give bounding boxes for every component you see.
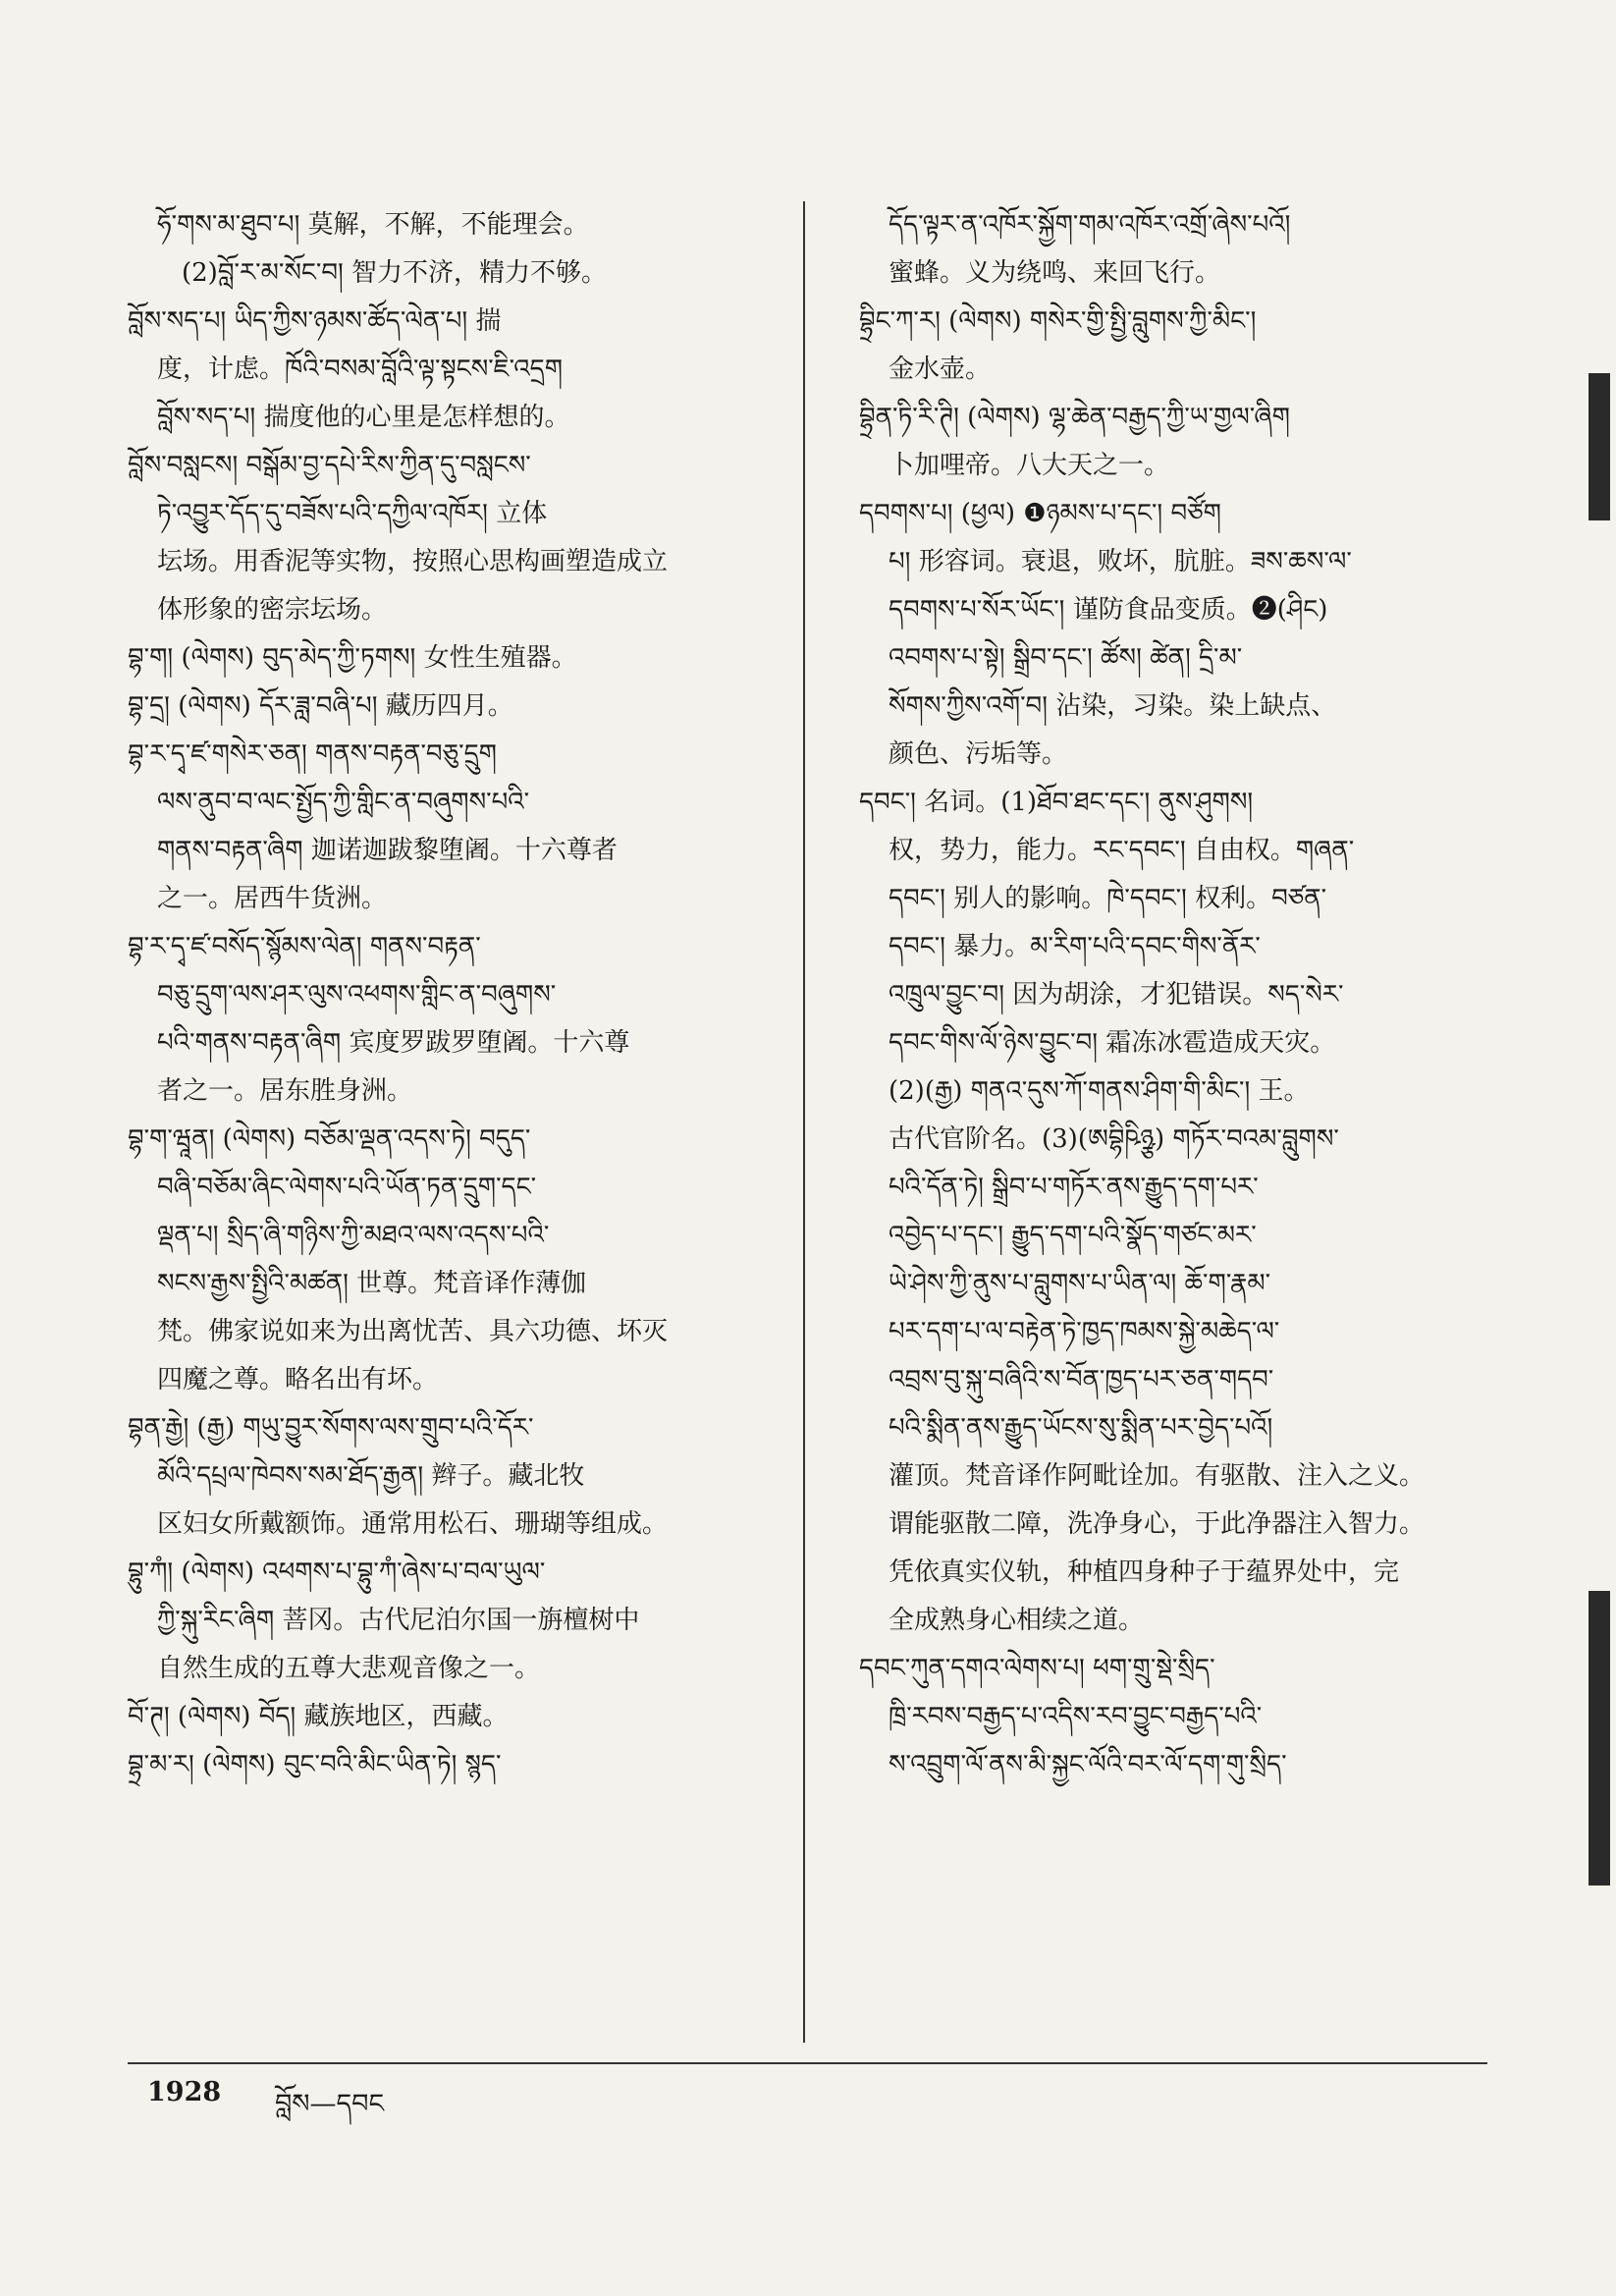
entry-line: བྷུ་ཀཾ། (ལེགས) འཕགས་པ་བྷུ་ཀཾ་ཞེས་པ་བལ་ཡུལ་ xyxy=(128,1558,546,1587)
entry xyxy=(128,1549,795,1693)
entry xyxy=(128,1741,795,1789)
entry-line: དབང་། 名词。(1)ཐོབ་ཐང་དང་། ནུས་ཤུགས། xyxy=(859,788,1254,817)
entry xyxy=(859,201,1546,298)
entry-line: 灌顶。梵音译作阿毗诠加。有驱散、注入之义。 xyxy=(889,1461,1426,1491)
entry-line: 区妇女所戴额饰。通常用松石、珊瑚等组成。 xyxy=(157,1509,669,1539)
entry-line: 坛场。用香泥等实物，按照心思构画塑造成立 xyxy=(157,547,669,576)
entry xyxy=(859,779,1546,1645)
entry-line: བྷ་དྲ། (ལེགས) དོར་ཟླ་བཞི་པ། 藏历四月。 xyxy=(128,691,513,721)
scan-edge-marks xyxy=(1577,0,1616,2296)
entry xyxy=(128,442,795,634)
entry xyxy=(128,731,795,923)
entry-line: 度，计虑。ཁོའི་བསམ་བློའི་ལྟ་སྟངས་ཇི་འདྲག xyxy=(157,355,564,384)
entry xyxy=(859,490,1546,779)
entry xyxy=(128,683,795,731)
entry-line: དབང་ཀུན་དགའ་ལེགས་པ། ཕག་གྲུ་སྡེ་སྲིད་ xyxy=(859,1654,1215,1683)
entry-line: 之一。居西牛货洲。 xyxy=(157,884,388,913)
entry-line: ཁྲི་རབས་བརྒྱད་པ་འདིས་རབ་བྱུང་བརྒྱད་པའི་ xyxy=(889,1702,1263,1731)
entry-line: བྷན་རྒྱེ། (རྒྱ) གཡུ་བྱུར་སོགས་ལས་གྲུབ་པའི་དོར་ xyxy=(128,1413,534,1443)
entry-line: འབགས་པ་སྟེ། སྒྲིབ་དང་། ཚོས། ཚེན། དྲི་མ་ xyxy=(889,643,1243,673)
entry-line: (2)བློ་ར་མ་སོང་བ། 智力不济，精力不够。 xyxy=(182,258,608,288)
entry-line: (2)(རྒྱ) གནའ་དུས་ཀོ་གནས་ཤིག་གི་མིང་། 王。 xyxy=(889,1076,1310,1106)
entry-line: 颜色、污垢等。 xyxy=(889,739,1068,769)
entry-line: པའི་དོན་ཏེ། སྒྲིབ་པ་གཏོར་ནས་རྒྱུད་དག་པར་ xyxy=(889,1173,1259,1202)
edge-mark xyxy=(1589,1591,1610,1886)
entry-line: བྷ་ར་དྭ་ཛ་གསེར་ཅན། གནས་བརྟན་བཅུ་དྲུག xyxy=(128,739,497,769)
entry-line: བཅུ་དྲུག་ལས་ཤར་ལུས་འཕགས་གླིང་ན་བཞུགས་ xyxy=(157,980,557,1010)
entry-line: བྷ་ག་ཝཱན། (ལེགས) བཅོམ་ལྡན་འདས་ཏེ། བདུད་ xyxy=(128,1124,531,1154)
entry xyxy=(859,394,1546,490)
entry-line: འབྲས་བུ་སྐུ་བཞིའི་ས་བོན་ཁྱད་པར་ཅན་གདབ་ xyxy=(889,1365,1274,1394)
entry-line: བློས་སད་པ། ཡིད་ཀྱིས་ཉམས་ཚོད་ལེན་པ། 揣 xyxy=(128,306,502,336)
entry-line: བྷ་ག། (ལེགས) བུད་མེད་ཀྱི་ཏགས། 女性生殖器。 xyxy=(128,643,577,673)
entry-line: བློས་བསླངས། བསྒོམ་བྱ་དཔེ་རིས་ཀྱིན་དུ་བསླངས་ xyxy=(128,451,531,480)
entry-line: སོགས་ཀྱིས་འགོ་བ། 沾染，习染。染上缺点、 xyxy=(889,691,1337,721)
entry-line: ལྡན་པ། སྲིད་ཞི་གཉིས་ཀྱི་མཐའ་ལས་འདས་པའི་ xyxy=(157,1221,550,1250)
page-number: 1928 xyxy=(147,2077,222,2107)
entry-line: ས་འབྲུག་ལོ་ནས་མི་སྐྱང་ལོའི་བར་ལོ་དག་གུ་སྲིད་ xyxy=(889,1750,1287,1779)
entry-line: ཡེ་ཤེས་ཀྱི་ནུས་པ་བླུགས་པ་ཡིན་ལ། ཆོ་ག་རྣམ་ xyxy=(889,1269,1271,1298)
entry-line: འབྱེད་པ་དང་། རྒྱུད་དག་པའི་སྣོད་གཙང་མར་ xyxy=(889,1221,1257,1250)
entry xyxy=(128,1693,795,1741)
entry-line: ལས་ནུབ་བ་ལང་སྤྱོད་ཀྱི་གླིང་ན་བཞུགས་པའི་ xyxy=(157,788,530,817)
entry-line: པ། 形容词。衰退，败坏，肮脏。ཟས་ཆས་ལ་ xyxy=(889,547,1352,576)
entry-line: 体形象的密宗坛场。 xyxy=(157,595,388,625)
entry-line: 凭依真实仪轨，种植四身种子于蕴界处中，完 xyxy=(889,1558,1400,1587)
entry-line: འཁྲུལ་བྱུང་བ། 因为胡涂，才犯错误。སད་སེར་ xyxy=(889,980,1344,1010)
entry-line: ཏེ་འབྱུར་དོད་དུ་བཟོས་པའི་དཀྱིལ་འཁོར། 立体 xyxy=(157,499,548,528)
entry xyxy=(128,923,795,1116)
entry-line: པར་དག་པ་ལ་བརྟེན་ཏེ་ཁྱད་ཁམས་སྐྱེ་མཆེད་ལ་ xyxy=(889,1317,1280,1346)
left-column xyxy=(128,201,795,1789)
entry-line: 者之一。居东胜身洲。 xyxy=(157,1076,413,1106)
footer-rule xyxy=(128,2062,1487,2064)
entry-line: བྷྲ་མ་ར། (ལེགས) བུང་བའི་མིང་ཡིན་ཏེ། སྙད་ xyxy=(128,1750,502,1779)
entry-line: གནས་བརྟན་ཞིག 迦诺迦跋黎堕阇。十六尊者 xyxy=(157,836,618,865)
entry-line: 四魔之尊。略名出有坏。 xyxy=(157,1365,439,1394)
entry xyxy=(128,201,795,298)
entry xyxy=(128,1116,795,1404)
entry-line: 梵。佛家说如来为出离忧苦、具六功德、坏灭 xyxy=(157,1317,669,1346)
entry-line: བྷྲིང་ཀ་ར། (ལེགས) གསེར་གྱི་སྤྱི་བླུགས་ཀྱི་མིང་། xyxy=(859,306,1257,336)
entry-line: དོད་ལྟར་ན་འཁོར་སྐྱོག་གམ་འཁོར་འགྲོ་ཞེས་པའོ། xyxy=(889,210,1291,240)
entry-line: བྷ་ར་དྭ་ཛ་བསོད་སྙོམས་ལེན། གནས་བརྟན་ xyxy=(128,932,481,961)
column-divider xyxy=(803,201,805,2043)
entry-line: 全成熟身心相续之道。 xyxy=(889,1606,1145,1635)
entry-line: བྷྲིན་ཏི་རི་ཊི། (ལེགས) ལྷ་ཆེན་བརྒྱད་ཀྱི་ཡ་གྱལ་ཞིག xyxy=(859,403,1290,432)
entry xyxy=(859,298,1546,394)
entry-line: 卜加哩帝。八大天之一。 xyxy=(889,451,1170,480)
entry-line: ཧོ་གས་མ་ཐུབ་པ། 莫解，不解，不能理会。 xyxy=(157,210,589,240)
entry-line: དབང་། 别人的影响。ཁེ་དབང་། 权利。བཙན་ xyxy=(889,884,1327,913)
entry-line: དབང་གིས་ལོ་ཉེས་བྱུང་བ། 霜冻冰雹造成天灾。 xyxy=(889,1028,1336,1058)
entry-line: 金水壶。 xyxy=(889,355,992,384)
entry-line: དབགས་པ་སོར་ཡོང་། 谨防食品变质。❷(ཤིང) xyxy=(889,595,1328,625)
edge-mark xyxy=(1589,373,1610,520)
entry-line: དབང་། 暴力。མ་རིག་པའི་དབང་གིས་ནོར་ xyxy=(889,932,1261,961)
entry-line: 自然生成的五尊大悲观音像之一。 xyxy=(157,1654,541,1683)
entry-line: པའི་སྨིན་ནས་རྒྱུད་ཡོངས་སུ་སྨིན་པར་བྱེད་པའོ། xyxy=(889,1413,1273,1443)
entry-line: 权，势力，能力。རང་དབང་། 自由权。གཞན་ xyxy=(889,836,1355,865)
entry xyxy=(128,1404,795,1549)
entry xyxy=(859,1645,1546,1789)
entry-line: མོའི་དཔྲལ་ཁེབས་སམ་ཐོད་རྒྱན། 辫子。藏北牧 xyxy=(157,1461,585,1491)
entry-line: 谓能驱散二障，洗净身心，于此净器注入智力。 xyxy=(889,1509,1426,1539)
right-column xyxy=(859,201,1546,1789)
entry-line: པའི་གནས་བརྟན་ཞིག 宾度罗跋罗堕阇。十六尊 xyxy=(157,1028,630,1058)
entry-line: དབགས་པ། (ཕྱལ) ❶ཉམས་པ་དང་། བཙོག xyxy=(859,499,1221,528)
entry-line: བཞི་བཅོམ་ཞིང་ལེགས་པའི་ཡོན་ཏན་དྲུག་དང་ xyxy=(157,1173,537,1202)
entry-line: 蜜蜂。义为绕鸣、来回飞行。 xyxy=(889,258,1221,288)
entry-line: ཀྱི་སྐུ་རིང་ཞིག 菩冈。古代尼泊尔国一旃檀树中 xyxy=(157,1606,640,1635)
entry-line: བློས་སད་པ། 揣度他的心里是怎样想的。 xyxy=(157,403,570,432)
entry-line: སངས་རྒྱས་སྤྱིའི་མཚན། 世尊。梵音译作薄伽 xyxy=(157,1269,587,1298)
entry xyxy=(128,298,795,442)
entry xyxy=(128,634,795,683)
entry-line: བོ་ཊ། (ལེགས) བོད། 藏族地区，西藏。 xyxy=(128,1702,509,1731)
entry-line: 古代官阶名。(3)(ཨབྷིཥིཉྩ) གཏོར་བའམ་བླུགས་ xyxy=(889,1124,1339,1154)
running-head: བློས—དབང xyxy=(275,2089,385,2119)
